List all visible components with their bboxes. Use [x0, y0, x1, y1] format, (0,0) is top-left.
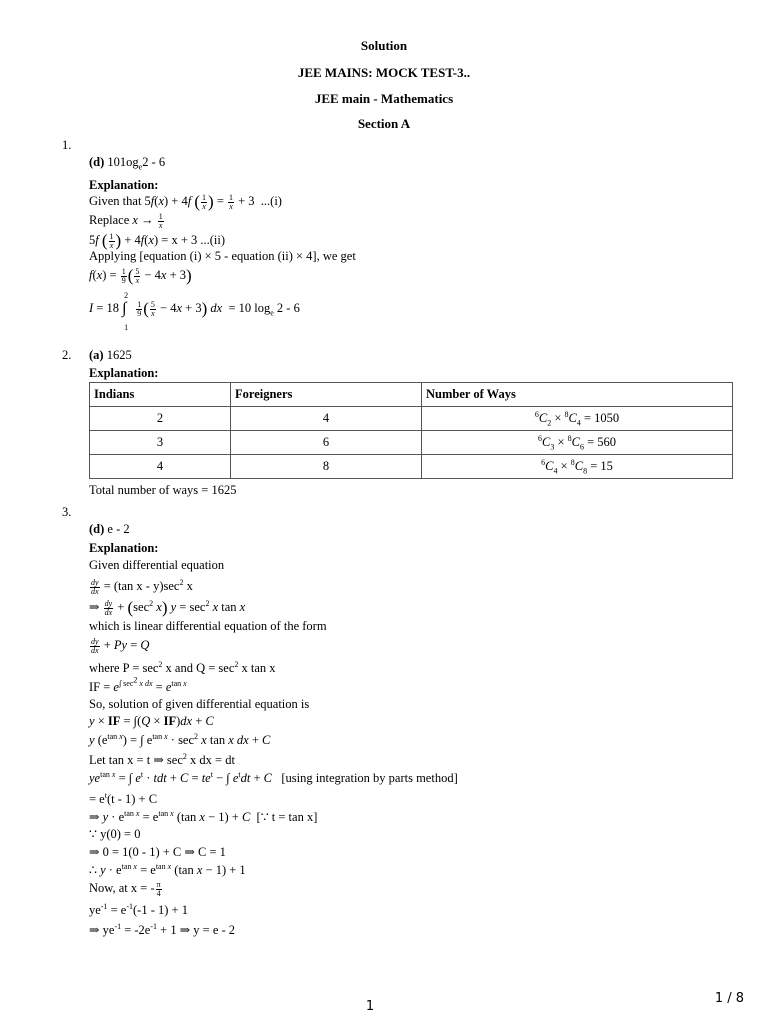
q1-line-4: Applying [equation (i) × 5 - equation (ii) × 4], we get	[89, 249, 356, 263]
q3-line-10: y $(e^{tan x})$ = ∫ $e^{tan x} \cdot \sec^2 x$ tan x dx + C	[89, 731, 271, 747]
table-cell: 2	[90, 407, 231, 431]
table-cell: $^6C_4 \times ^8C_8 = 15$	[422, 455, 733, 479]
answer-value: $101og_e2 - 6$	[107, 155, 166, 172]
q3-line-19: $ye^{-1} = e^{-1}(-1 - 1) + 1$	[89, 901, 188, 917]
col-header: Indians	[90, 383, 231, 407]
table-row	[90, 455, 733, 479]
table-cell: 3	[90, 431, 231, 455]
q3-line-11: Let tan x = t ⇒ $\sec^2 x$ dx = dt	[89, 751, 235, 767]
page-number: 1	[365, 999, 375, 1014]
question-number: 2.	[62, 348, 72, 362]
table-cell: $^6C_3 \times ^8C_6 = 560$	[422, 431, 733, 455]
q3-line-14: ⇒ $y \cdot e^{tan x} = e^{tan x}$ (tan x − 1) + C [∵ t = tan x]	[89, 808, 318, 824]
question-number: 1.	[62, 138, 72, 152]
table-cell: 4	[90, 455, 231, 479]
table-cell: 6	[231, 431, 422, 455]
page-title: Solution	[360, 38, 408, 53]
q3-line-7: IF = $e^{\int sec^2 x dx} = e^{tan x}$	[89, 675, 187, 694]
answer-option: (d)	[89, 155, 105, 169]
q1-line-1: Given that 5f(x) + 4f ( $\frac{1}{x}$ ) = $\frac{1}{x}$ + 3 ...(i)	[89, 192, 282, 211]
q1-line-3: 5f ( $\frac{1}{x}$ ) + 4f(x) = x + 3 ...(ii)	[89, 231, 226, 250]
q3-line-15: ∵ y(0) = 0	[89, 827, 141, 841]
q3-line-16: ⇒ 0 = 1(0 - 1) + C ⇒ C = 1	[89, 845, 226, 859]
answer-value: 1625	[106, 348, 132, 362]
table-header-row	[90, 383, 733, 407]
test-title: JEE MAINS: MOCK TEST-3..	[297, 65, 471, 80]
answer-value: e - 2	[107, 522, 130, 536]
answer-line	[89, 154, 165, 170]
table-row	[90, 431, 733, 455]
explanation-heading: Explanation:	[89, 366, 159, 380]
table-cell: 8	[231, 455, 422, 479]
col-header: Number of Ways	[422, 383, 733, 407]
section-title: Section A	[357, 116, 411, 131]
q3-line-12: $ye^{tan x}$ = ∫ $e^t$ · tdt + $C = te^t$ − ∫ $e^tdt + C$ [using integration by parts method]	[89, 769, 458, 785]
answer-option: (a)	[89, 348, 104, 362]
q3-line-17: ∴ $y \cdot e^{tan x} = e^{tan x}$ (tan x − 1) + 1	[89, 861, 246, 877]
q3-line-13: = $e^t(t - 1) + C$	[89, 790, 158, 806]
q3-line-18: Now, at x = - $\frac{\pi}{4}$	[89, 879, 161, 898]
explanation-heading: Explanation:	[89, 178, 159, 192]
answer-line	[89, 521, 130, 537]
explanation-heading: Explanation:	[89, 541, 159, 555]
ways-table	[89, 382, 733, 479]
answer-line	[89, 347, 132, 363]
question-number: 3.	[62, 505, 72, 519]
q3-line-20: ⇒ $ye^{-1} = -2e^{-1} + 1$ ⇒ y = e - 2	[89, 921, 236, 937]
q3-line-5: $\frac{dy}{dx}$ + Py = Q	[91, 636, 150, 655]
table-cell: 4	[231, 407, 422, 431]
q3-line-6: where $P = \sec^2 x$ and $Q = \sec^2 x$ tan x	[89, 659, 276, 675]
q3-line-1: Given differential equation	[89, 558, 225, 572]
table-row	[90, 407, 733, 431]
answer-option: (d)	[89, 522, 105, 536]
total-ways: Total number of ways = 1625	[89, 483, 237, 497]
subject-title: JEE main - Mathematics	[314, 91, 454, 106]
q1-line-2: Replace x → $\frac{1}{x}$	[89, 211, 163, 230]
q3-line-3: ⇒ $\frac{dy}{dx}$ + ($\sec^2$ x) $y = \sec^2 x$ tan x	[89, 598, 246, 617]
col-header: Foreigners	[231, 383, 422, 407]
q3-line-2: $\frac{dy}{dx}$ = (tan x - $y)\sec^2$ x	[91, 577, 193, 596]
q3-line-9: y × IF = ∫(Q × IF)dx + C	[89, 714, 214, 728]
table-cell: $^6C_2 \times ^8C_4 = 1050$	[422, 407, 733, 431]
q1-line-6: I = 18 2 ∫ 1 $\frac{1}{9}$ ( $\frac{5}{x}$ − 4x + 3) dx = 10 $\log_e 2 - 6$	[89, 291, 300, 332]
q3-line-4: which is linear differential equation of the form	[89, 619, 327, 633]
q1-line-5: f(x) = $\frac{1}{9}$ ( $\frac{5}{x}$ − 4x + 3)	[89, 266, 192, 285]
page-indicator: 1 / 8	[714, 991, 744, 1006]
q3-line-8: So, solution of given differential equation is	[89, 697, 310, 711]
